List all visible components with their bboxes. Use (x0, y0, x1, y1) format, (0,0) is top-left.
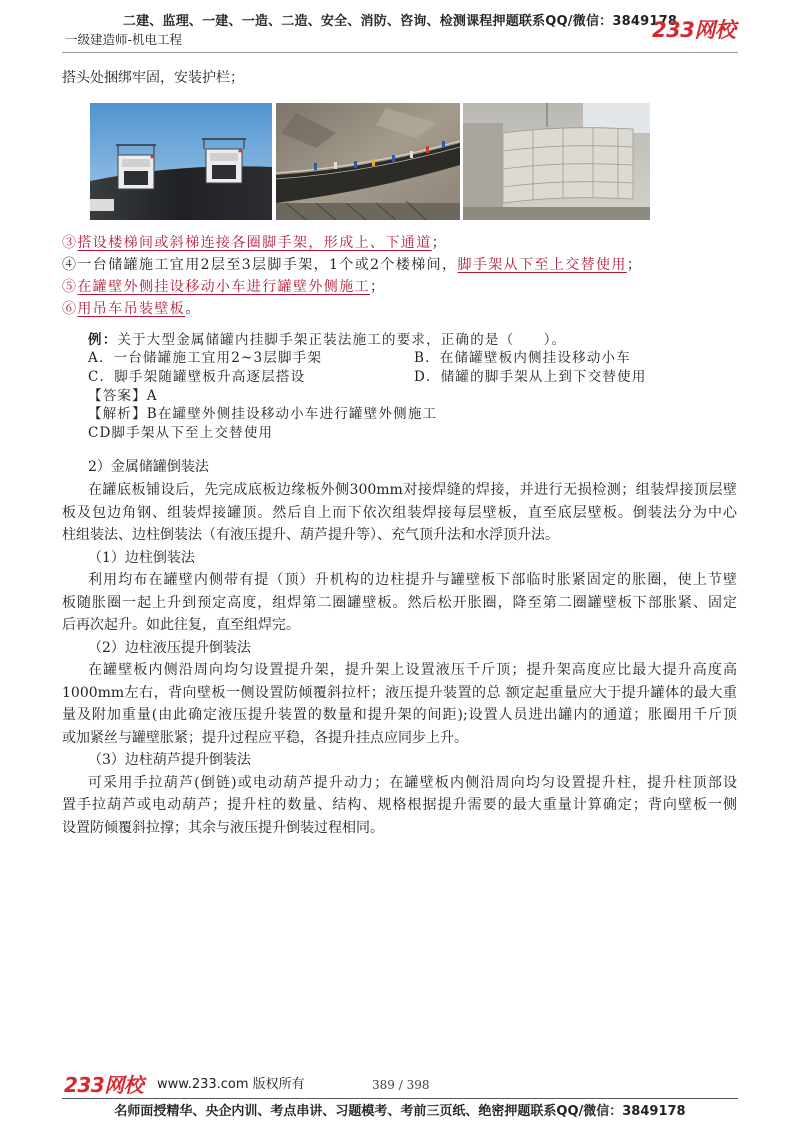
paragraph-line: 在罐底板铺设后，先完成底板边缘板外侧300mm对接焊缝的焊接，并进行无损检测；组装焊接顶层壁 (88, 482, 737, 498)
example-label: 例： (88, 332, 118, 348)
paragraph-line: 板随胀圈一起上升到预定高度，组焊第二圈罐壁板。然后松开胀圈，降至第二圈罐壁板下部胀紧、固定 (62, 595, 737, 611)
paragraph-line: 利用均布在罐壁内侧带有提（顶）升机构的边柱提升与罐壁板下部临时胀紧固定的胀圈，使上节壁 (88, 572, 737, 588)
footer-contact-notice: 名师面授精华、央企内训、考点串讲、习题模考、考前三页纸、绝密押题联系QQ/微信：3849178 (114, 1104, 686, 1119)
point-3 (62, 232, 447, 254)
page-number: 389 / 398 (372, 1078, 430, 1092)
example-analysis-line: CD脚手架从下至上交替使用 (88, 425, 274, 441)
header-divider (62, 52, 738, 53)
point-suffix: ； (431, 235, 448, 251)
header-contact-notice: 二建、监理、一建、一造、二造、安全、消防、咨询、检测课程押题联系QQ/微信：3849178 (122, 14, 678, 29)
point-suffix: ； (626, 257, 643, 273)
footer-divider (62, 1098, 738, 1099)
option-c: C．脚手架随罐壁板升高逐层搭设 (88, 369, 306, 385)
point-suffix: ； (370, 279, 386, 295)
paragraph-line: 量及附加重量(由此确定液压提升装置的数量和提升架的间距);设置人员进出罐内的通道；胀圈用千斤顶 (62, 707, 737, 723)
photo-tank-scaffolding-workers (276, 103, 460, 220)
section-heading: 2）金属储罐倒装法 (88, 459, 209, 475)
point-number: ⑥ (62, 301, 78, 317)
subsection-heading: （2）边柱液压提升倒装法 (88, 640, 251, 656)
example-analysis-line: 【解析】B在罐壁外侧挂设移动小车进行罐壁外侧施工 (88, 406, 438, 422)
subsection-heading: （1）边柱倒装法 (88, 550, 195, 566)
subsection-heading: （3）边柱葫芦提升倒装法 (88, 752, 251, 768)
intro-line: 搭头处捆绑牢固，安装护栏； (62, 70, 244, 86)
point-emphasis: 脚手架从下至上交替使用 (457, 257, 627, 273)
point-6 (62, 298, 201, 320)
example-question-text: 关于大型金属储罐内挂脚手架正装法施工的要求，正确的是（ ）。 (117, 332, 567, 348)
point-emphasis: 用吊车吊装壁板 (77, 301, 186, 317)
point-number: ③ (62, 235, 78, 251)
point-suffix: 。 (185, 301, 201, 317)
photo-tank-scaffolding-workers-image (276, 103, 460, 220)
point-5 (62, 276, 385, 298)
paragraph-line: 柱组装法、边柱倒装法（有液压提升、葫芦提升等）、充气顶升法和水浮顶升法。 (62, 527, 559, 543)
example-question (88, 330, 566, 350)
footer-copyright: www.233.com 版权所有 (157, 1077, 305, 1092)
photo-tank-wall-panels (463, 103, 650, 220)
paragraph-line: 后再次起升。如此往复，直至组焊完。 (62, 617, 300, 633)
paragraph-line: 在罐壁板内侧沿周向均匀设置提升架，提升架上设置液压千斤顶；提升架高度应比最大提升高度高 (88, 662, 737, 678)
paragraph-line: 置手拉葫芦或电动葫芦；提升柱的数量、结构、规格根据提升需要的最大重量计算确定；背向壁板一侧 (62, 797, 737, 813)
paragraph-line: 或加紧丝与罐壁胀紧；提升过程应平稳，各提升挂点应同步上升。 (62, 730, 468, 746)
lower-equipment (90, 199, 114, 211)
option-a: A．一台储罐施工宜用2~3层脚手架 (88, 350, 323, 366)
photo-tank-climbing-platforms (90, 103, 272, 220)
tank-floor (463, 207, 650, 220)
footer-logo: 233网校 (64, 1073, 144, 1097)
point-emphasis: 搭设楼梯间或斜梯连接各圈脚手架，形成上、下通道 (77, 235, 432, 251)
paragraph-line: 板及包边角钢、组装焊接罐顶。然后自上而下依次组装焊接每层壁板，直至底层壁板。倒装法分为中心 (62, 505, 737, 521)
photo-tank-wall-panels-image (463, 103, 650, 220)
option-d: D．储罐的脚手架从上到下交替使用 (414, 369, 647, 385)
header-logo: 233网校 (652, 18, 736, 42)
point-emphasis: 在罐壁外侧挂设移动小车进行罐壁外侧施工 (77, 279, 371, 295)
point-number: ④ (62, 257, 78, 273)
photo-tank-climbing-platforms-image (90, 103, 272, 220)
wall-panels (503, 128, 633, 203)
example-answer: 【答案】A (88, 388, 158, 404)
paragraph-line: 可采用手拉葫芦(倒链)或电动葫芦提升动力；在罐壁板内侧沿周向均匀设置提升柱，提升柱顶部设 (88, 775, 737, 791)
point-text: 一台储罐施工宜用2层至3层脚手架，1个或2个楼梯间， (77, 257, 458, 273)
header-subject: 一级建造师-机电工程 (65, 32, 183, 47)
option-b: B．在储罐壁板内侧挂设移动小车 (414, 350, 631, 366)
tank-wall-edge (463, 123, 503, 220)
point-4 (62, 254, 642, 276)
paragraph-line: 设置防倾覆斜拉撑；其余与液压提升倒装过程相同。 (62, 820, 384, 836)
paragraph-line: 1000mm左右，背向壁板一侧设置防倾覆斜拉杆；液压提升装置的总 额定起重量应大于提升罐体的最大重 (62, 685, 737, 701)
point-number: ⑤ (62, 279, 78, 295)
